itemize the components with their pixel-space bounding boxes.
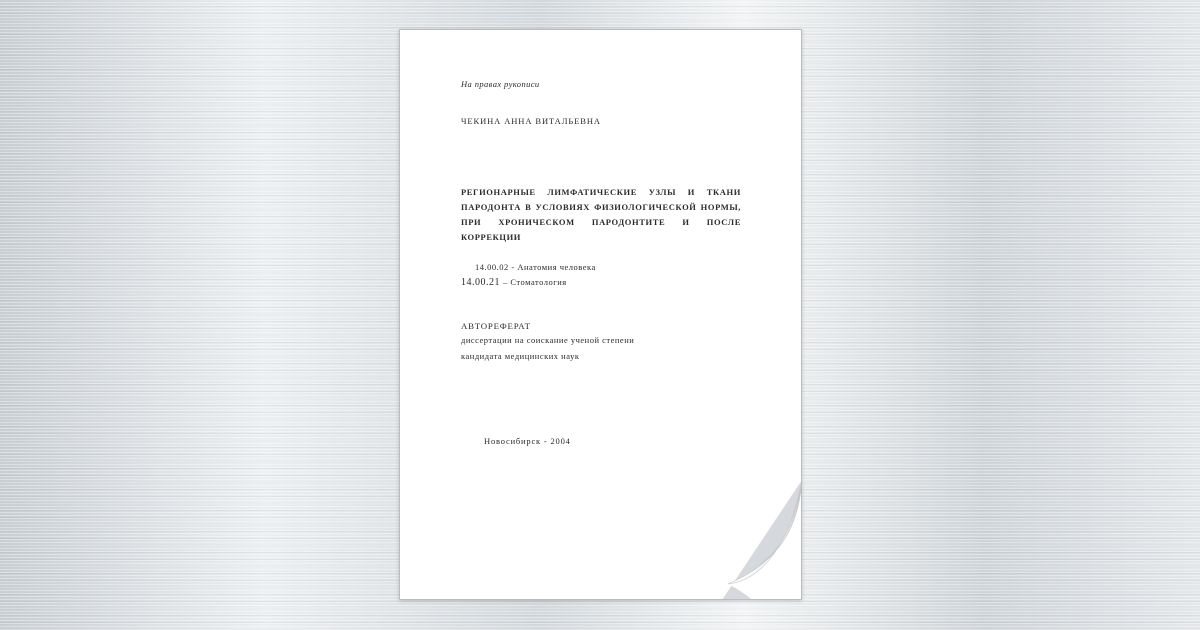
- title-word: НОРМЫ,: [700, 202, 741, 212]
- title-word: РЕГИОНАРНЫЕ: [461, 187, 536, 197]
- year: 2004: [550, 436, 571, 446]
- specialty-separator: –: [503, 277, 508, 287]
- document-title: [461, 187, 741, 247]
- specialty-name: Анатомия человека: [517, 262, 596, 272]
- document-page: [399, 29, 802, 600]
- city: Новосибирск: [484, 436, 541, 446]
- title-word: ПОСЛЕ: [706, 217, 741, 227]
- specialty-dentistry: [461, 277, 567, 288]
- author-name: ЧЕКИНА АННА ВИТАЛЬЕВНА: [461, 116, 601, 126]
- title-word: В: [525, 202, 532, 212]
- city-year: [484, 436, 571, 446]
- abstract-degree-line: кандидата медицинских наук: [461, 351, 580, 361]
- title-word: ТКАНИ: [706, 187, 741, 197]
- abstract-subtitle-line: диссертации на соискание ученой степени: [461, 335, 635, 345]
- title-word: ПРИ: [461, 217, 482, 227]
- specialty-code: 14.00.21: [461, 277, 500, 288]
- title-line: [461, 217, 741, 232]
- title-word: ПАРОДОНТА: [461, 202, 521, 212]
- title-line: [461, 187, 741, 202]
- specialty-anatomy: [475, 262, 596, 272]
- abstract-label: АВТОРЕФЕРАТ: [461, 321, 531, 331]
- title-word: ЛИМФАТИЧЕСКИЕ: [547, 187, 637, 197]
- title-word: И: [687, 187, 696, 197]
- title-word: ФИЗИОЛОГИЧЕСКОЙ: [594, 202, 697, 212]
- title-line: [461, 232, 741, 247]
- title-line: [461, 202, 741, 217]
- title-word: УЗЛЫ: [648, 187, 677, 197]
- title-word: ХРОНИЧЕСКОМ: [498, 217, 575, 227]
- title-word: КОРРЕКЦИИ: [461, 232, 522, 242]
- specialty-code: 14.00.02: [475, 262, 509, 272]
- specialty-name: Стоматология: [510, 277, 567, 287]
- specialty-separator: -: [511, 262, 515, 272]
- page-curl-icon: [722, 480, 802, 600]
- title-word: УСЛОВИЯХ: [535, 202, 590, 212]
- manuscript-note: На правах рукописи: [461, 79, 540, 89]
- title-word: И: [682, 217, 690, 227]
- title-word: ПАРОДОНТИТЕ: [591, 217, 666, 227]
- city-year-separator: -: [543, 436, 548, 446]
